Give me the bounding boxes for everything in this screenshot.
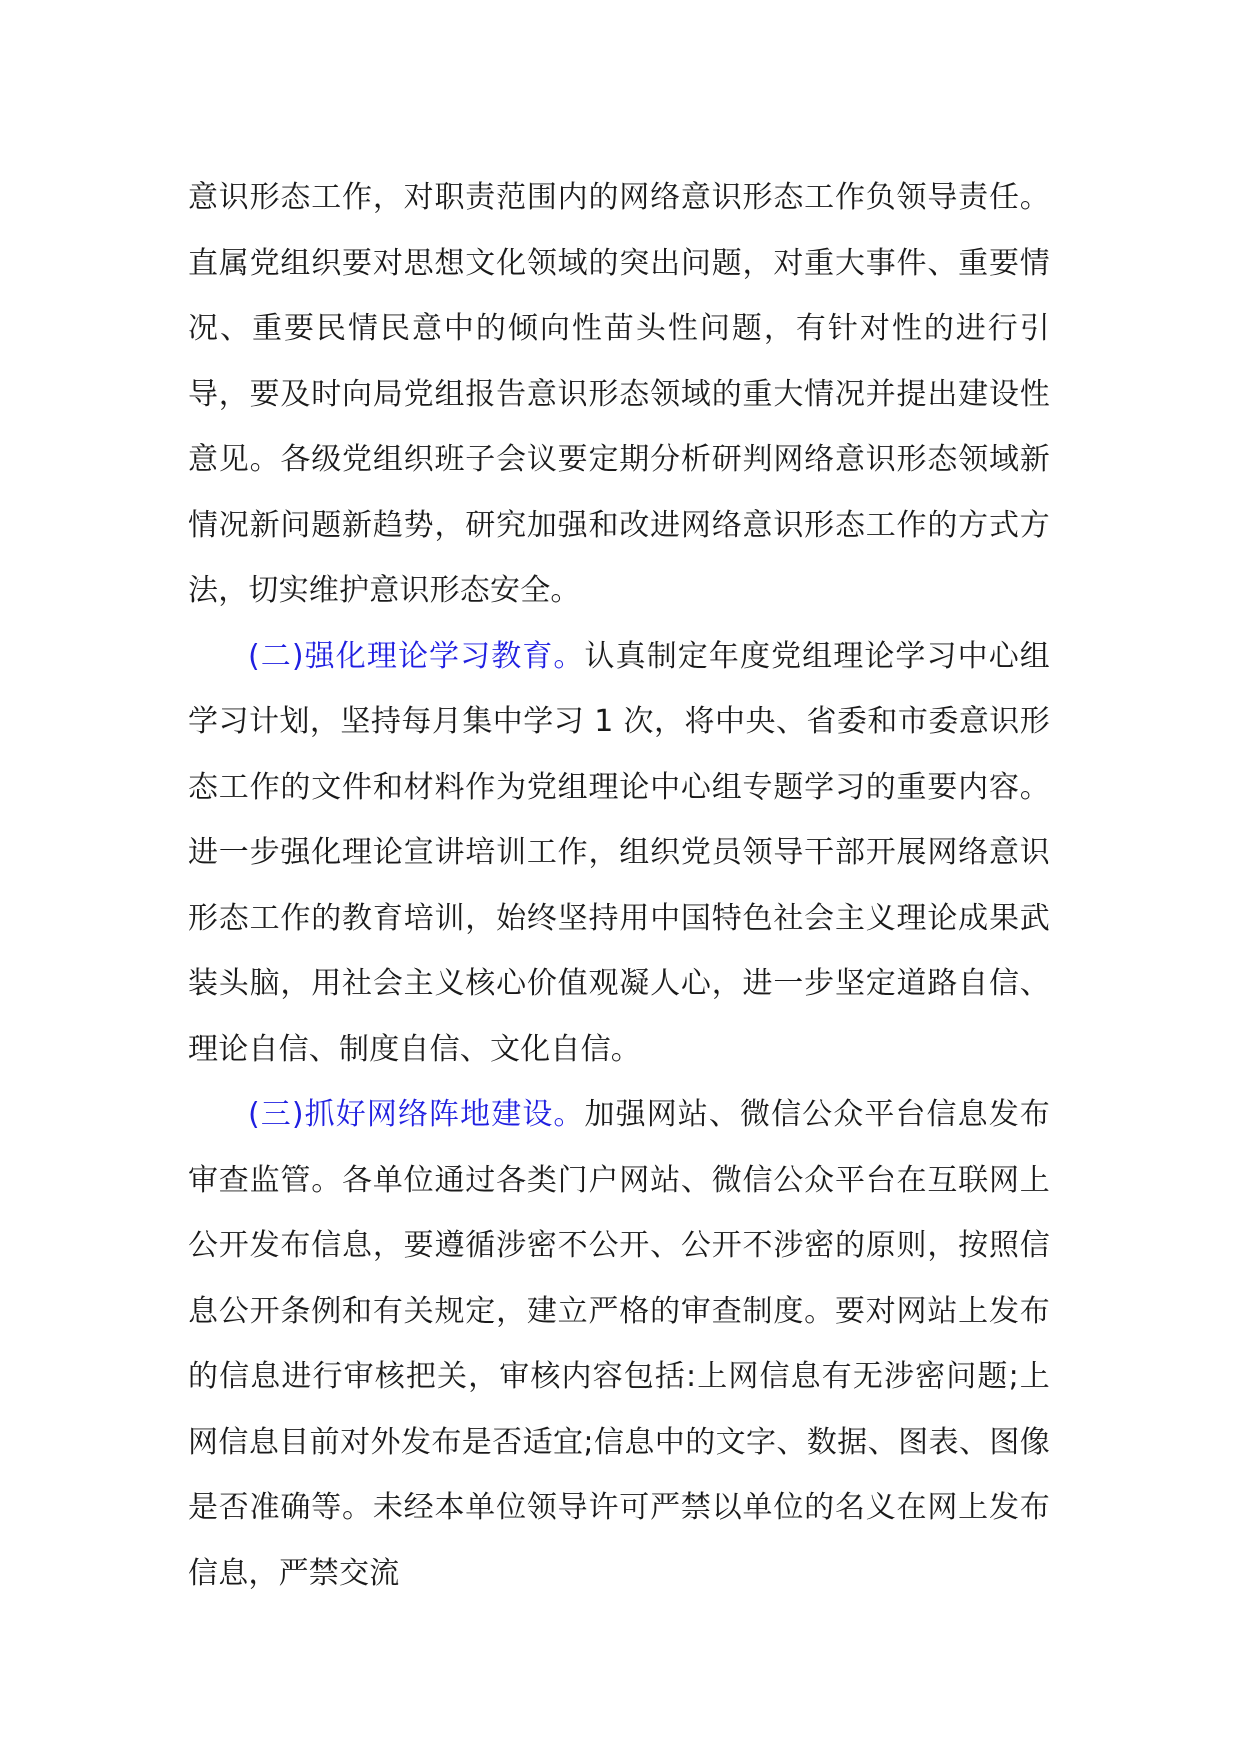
paragraph-section-2	[188, 624, 1050, 1083]
section-heading: (三)抓好网络阵地建设。	[248, 1097, 585, 1132]
paragraph-body: 加强网站、微信公众平台信息发布审查监管。各单位通过各类门户网站、微信公众平台在互联网上公开发布信息，要遵循涉密不公开、公开不涉密的原则，按照信息公开条例和有关规定，建立严格的审查制度。要对网站上发布的信息进行审核把关，审核内容包括:上网信息有无涉密问题;上网信息目前对外发布是否适宜;信息中的文字、数据、图表、图像是否准确等。未经本单位领导许可严禁以单位的名义在网上发布信息，严禁交流	[188, 1097, 1051, 1591]
document-page	[188, 165, 1050, 1606]
paragraph-body: 意识形态工作，对职责范围内的网络意识形态工作负领导责任。直属党组织要对思想文化领域的突出问题，对重大事件、重要情况、重要民情民意中的倾向性苗头性问题，有针对性的进行引导，要及时向局党组报告意识形态领域的重大情况并提出建设性意见。各级党组织班子会议要定期分析研判网络意识形态领域新情况新问题新趋势，研究加强和改进网络意识形态工作的方式方法，切实维护意识形态安全。	[188, 180, 1050, 608]
paragraph-continuation	[188, 165, 1050, 624]
paragraph-body: 认真制定年度党组理论学习中心组学习计划，坚持每月集中学习 1 次，将中央、省委和市委意识形态工作的文件和材料作为党组理论中心组专题学习的重要内容。进一步强化理论宣讲培训工作，组织党员领导干部开展网络意识形态工作的教育培训，始终坚持用中国特色社会主义理论成果武装头脑，用社会主义核心价值观凝人心，进一步坚定道路自信、理论自信、制度自信、文化自信。	[188, 638, 1051, 1067]
section-heading: (二)强化理论学习教育。	[248, 638, 585, 674]
paragraph-section-3	[188, 1082, 1050, 1606]
